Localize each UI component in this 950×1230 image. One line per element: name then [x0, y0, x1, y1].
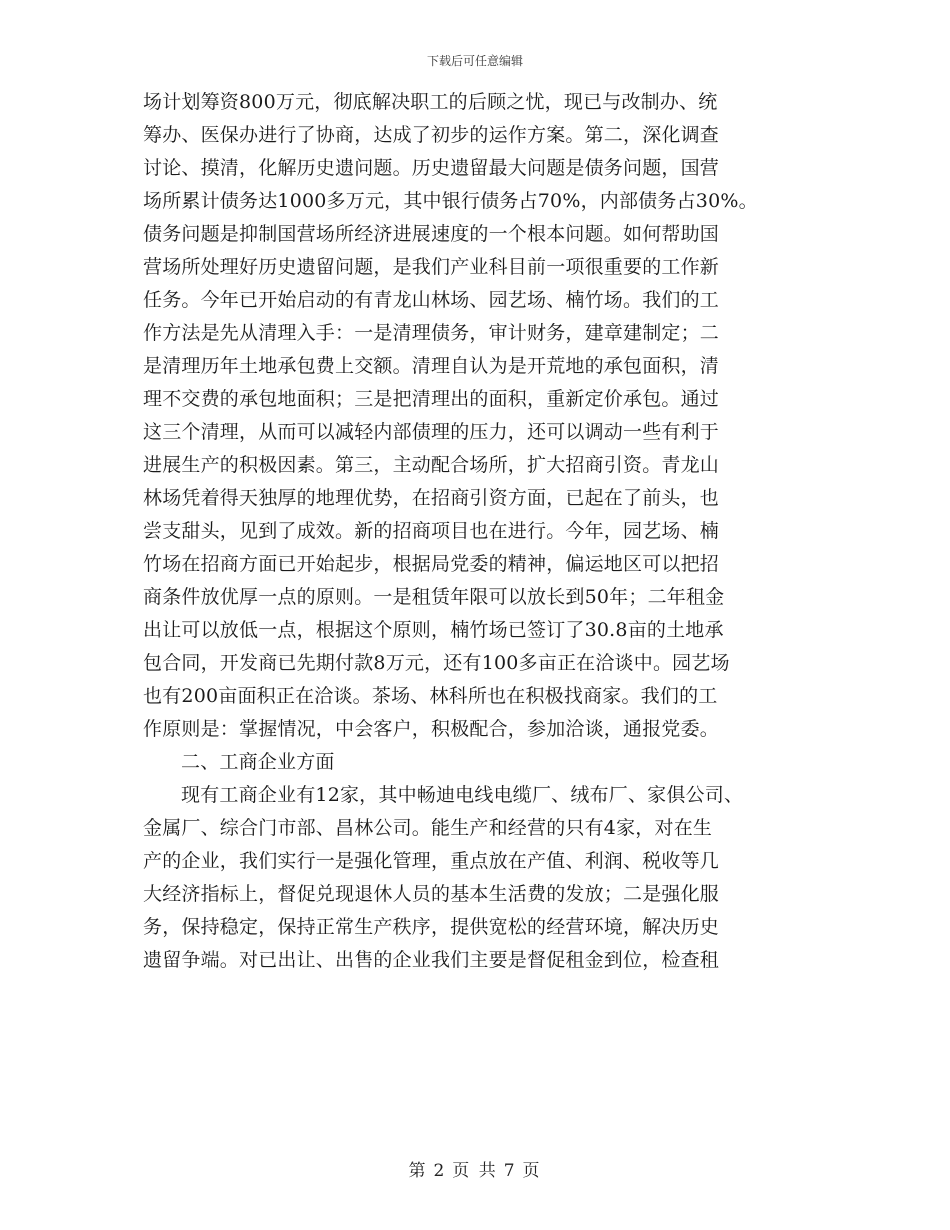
body-line: 作方法是先从清理入手：一是清理债务，审计财务，建章建制定；二: [143, 322, 720, 344]
footer-prefix: 第: [408, 1161, 428, 1181]
body-line: 出让可以放低一点，根据这个原则，楠竹场已签订了30.8亩的土地承: [143, 619, 724, 641]
section-line: 产的企业，我们实行一是强化管理，重点放在产值、利润、税收等几: [143, 850, 720, 872]
section-heading: 二、工商企业方面: [181, 751, 335, 773]
body-line: 竹场在招商方面已开始起步，根据局党委的精神，偏运地区可以把招: [143, 553, 720, 575]
body-line: 是清理历年土地承包费上交额。清理自认为是开荒地的承包面积，清: [143, 355, 720, 377]
section-line: 金属厂、综合门市部、昌林公司。能生产和经营的只有4家，对在生: [143, 817, 713, 839]
footer-middle: 页 共: [452, 1161, 498, 1181]
body-line: 场计划筹资800万元，彻底解决职工的后顾之忧，现已与改制办、统: [143, 91, 718, 113]
body-line: 进展生产的积极因素。第三，主动配合场所，扩大招商引资。青龙山: [143, 454, 720, 476]
total-page-count: 7: [503, 1161, 517, 1181]
body-line: 尝支甜头，见到了成效。新的招商项目也在进行。今年，园艺场、楠: [143, 520, 720, 542]
body-line: 场所累计债务达1000多万元，其中银行债务占70%，内部债务占30%。: [143, 190, 758, 212]
body-line: 理不交费的承包地面积；三是把清理出的面积，重新定价承包。通过: [143, 388, 720, 410]
body-line: 债务问题是抑制国营场所经济进展速度的一个根本问题。如何帮助国: [143, 223, 720, 245]
body-line: 林场凭着得天独厚的地理优势，在招商引资方面，已起在了前头，也: [143, 487, 720, 509]
body-line: 作原则是：掌握情况，中会客户，积极配合，参加洽谈，通报党委。: [143, 718, 720, 740]
document-body: [143, 86, 823, 977]
body-line: 商条件放优厚一点的原则。一是租赁年限可以放长到50年；二年租金: [143, 586, 725, 608]
body-line: 这三个清理，从而可以减轻内部债理的压力，还可以调动一些有利于: [143, 421, 720, 443]
current-page-number: 2: [433, 1161, 447, 1181]
section-line: 务，保持稳定，保持正常生产秩序，提供宽松的经营环境，解决历史: [143, 916, 720, 938]
body-line: 任务。今年已开始启动的有青龙山林场、园艺场、楠竹场。我们的工: [143, 289, 720, 311]
section-line: 遗留争端。对已出让、出售的企业我们主要是督促租金到位，检查租: [143, 949, 720, 971]
page-footer: [0, 1156, 950, 1181]
page-header: 下载后可任意编辑: [426, 54, 523, 68]
footer-suffix: 页: [522, 1161, 542, 1181]
body-line: 筹办、医保办进行了协商，达成了初步的运作方案。第二，深化调查: [143, 124, 720, 146]
section-line: 现有工商企业有12家，其中畅迪电线电缆厂、绒布厂、家俱公司、: [181, 784, 744, 806]
body-line: 包合同，开发商已先期付款8万元，还有100多亩正在洽谈中。园艺场: [143, 652, 730, 674]
body-line: 也有200亩面积正在洽谈。茶场、林科所也在积极找商家。我们的工: [143, 685, 718, 707]
body-line: 讨论、摸清，化解历史遗问题。历史遗留最大问题是债务问题，国营: [143, 157, 720, 179]
section-line: 大经济指标上，督促兑现退休人员的基本生活费的发放；二是强化服: [143, 883, 720, 905]
body-line: 营场所处理好历史遗留问题，是我们产业科目前一项很重要的工作新: [143, 256, 720, 278]
